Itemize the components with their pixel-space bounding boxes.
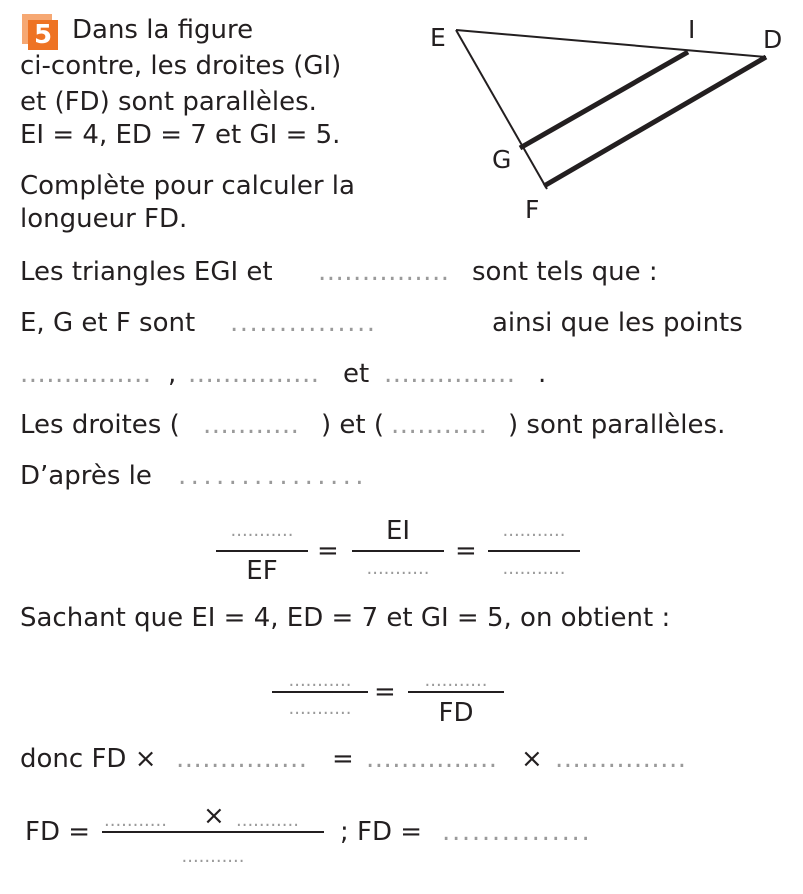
line-5-text-a: D’après le bbox=[20, 461, 152, 491]
intro-line-3: et (FD) sont parallèles. bbox=[20, 87, 317, 117]
segment-fd bbox=[544, 57, 766, 186]
intro-line-1: Dans la figure bbox=[72, 15, 254, 45]
ratio1-bar3 bbox=[488, 550, 580, 552]
line-8-text-b: ; FD = bbox=[340, 817, 423, 847]
segment-ed bbox=[456, 30, 766, 57]
label-i: I bbox=[688, 15, 696, 44]
line-4-text-a: Les droites ( bbox=[20, 410, 180, 440]
blank-point-1: ............... bbox=[20, 359, 152, 389]
label-g: G bbox=[492, 145, 512, 174]
task-line-1: Complète pour calculer la bbox=[20, 171, 355, 201]
ratio2-bar1 bbox=[272, 691, 368, 693]
triangle-figure bbox=[420, 8, 800, 238]
blank-triangle: ............... bbox=[318, 257, 450, 287]
ratio2-num1-blank: ........... bbox=[288, 670, 352, 691]
line-7-times: × bbox=[521, 744, 543, 774]
ratio1-den3-blank: ........... bbox=[502, 558, 566, 579]
label-f: F bbox=[525, 195, 540, 224]
line-3-and: et bbox=[343, 359, 370, 389]
ratio2-eq: = bbox=[374, 677, 396, 707]
ratio1-bar1 bbox=[216, 550, 308, 552]
line-4-text-c: ) sont parallèles. bbox=[508, 410, 726, 440]
blank-point-3: ............... bbox=[384, 359, 516, 389]
blank-result: ............... bbox=[442, 817, 592, 847]
blank-line-2: ........... bbox=[391, 410, 488, 440]
ratio2-den2: FD bbox=[438, 698, 474, 728]
line-2-text-a: E, G et F sont bbox=[20, 308, 196, 338]
line-7-text-a: donc FD × bbox=[20, 744, 157, 774]
line-8-times: × bbox=[203, 801, 225, 831]
label-d: D bbox=[763, 25, 783, 54]
ratio1-num1-blank: ........... bbox=[230, 520, 294, 541]
line-6-text: Sachant que EI = 4, ED = 7 et GI = 5, on obtient : bbox=[20, 603, 671, 633]
ratio2-bar2 bbox=[408, 691, 504, 693]
label-e: E bbox=[430, 23, 446, 52]
blank-product-3: ............... bbox=[555, 744, 687, 774]
line-8-bar bbox=[102, 831, 324, 833]
blank-product-2: ............... bbox=[366, 744, 498, 774]
blank-theorem: ............... bbox=[178, 461, 368, 491]
blank-point-2: ............... bbox=[188, 359, 320, 389]
exercise-number: 5 bbox=[28, 20, 58, 50]
blank-aligned: ............... bbox=[230, 308, 377, 338]
line-4-text-b: ) et ( bbox=[321, 410, 385, 440]
line-2-text-b: ainsi que les points bbox=[492, 308, 743, 338]
line-7-eq: = bbox=[332, 744, 354, 774]
ratio2-num2-blank: ........... bbox=[424, 670, 488, 691]
line-1-text-a: Les triangles EGI et bbox=[20, 257, 273, 287]
intro-line-2: ci-contre, les droites (GI) bbox=[20, 51, 342, 81]
ratio1-den1: EF bbox=[246, 556, 278, 586]
segment-gi bbox=[520, 52, 688, 148]
ratio1-num3-blank: ........... bbox=[502, 520, 566, 541]
line-1-text-b: sont tels que : bbox=[472, 257, 658, 287]
line-3-comma: , bbox=[168, 359, 177, 389]
line-3-end: . bbox=[538, 359, 547, 389]
ratio1-eq1: = bbox=[317, 536, 339, 566]
blank-product-1: ............... bbox=[176, 744, 308, 774]
intro-line-4: EI = 4, ED = 7 et GI = 5. bbox=[20, 120, 341, 150]
line-8-num-blank-2: ........... bbox=[236, 810, 299, 831]
ratio1-den2-blank: ........... bbox=[366, 558, 430, 579]
exercise-number-badge bbox=[22, 14, 58, 50]
ratio1-num2: EI bbox=[385, 516, 411, 546]
ratio2-den1-blank: ........... bbox=[288, 698, 352, 719]
line-8-num-blank-1: ........... bbox=[104, 810, 167, 831]
line-8-den-blank: ........... bbox=[181, 846, 245, 867]
line-8-text-a: FD = bbox=[25, 817, 91, 847]
task-line-2: longueur FD. bbox=[20, 204, 188, 234]
blank-line-1: ........... bbox=[203, 410, 300, 440]
ratio1-eq2: = bbox=[455, 536, 477, 566]
ratio1-bar2 bbox=[352, 550, 444, 552]
